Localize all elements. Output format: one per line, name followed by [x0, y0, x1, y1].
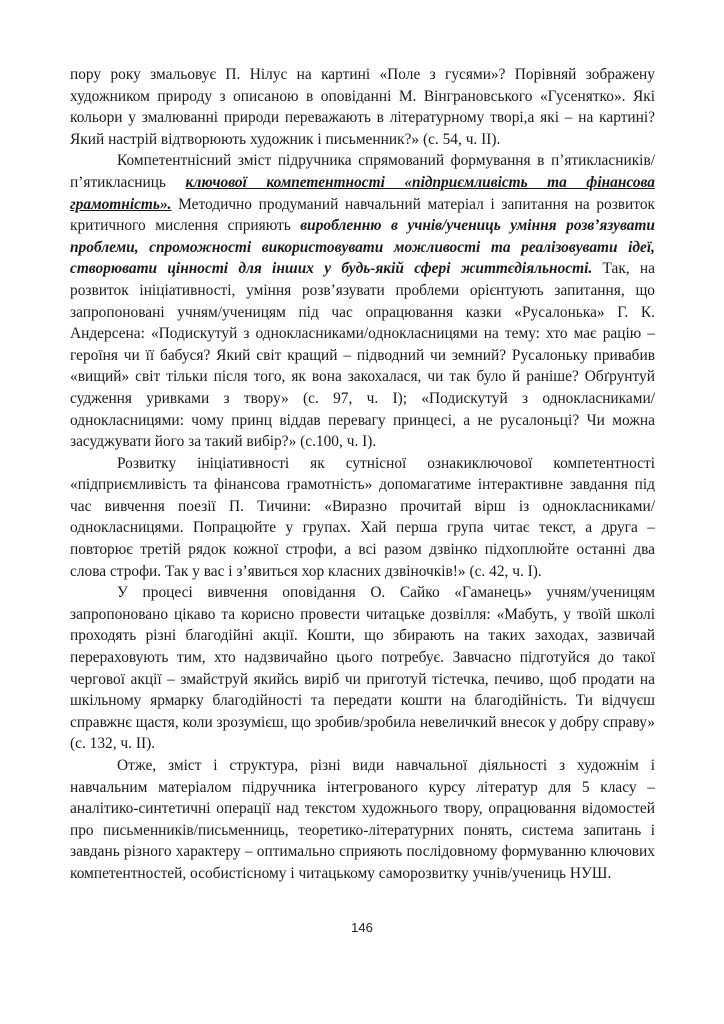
paragraph-2-text-b: Методично продуманий навчальний матеріал і запитання на розвиток критичного мислення сприяють: [70, 195, 655, 235]
paragraph-2-text-c: Так, на розвиток ініціативності, уміння розв’язувати проблеми орієнтують запитання, що запропоновані учням/ученицям під час опрацювання казки «Русалонька» Г. К. Андерсена: «Подискутуй з однокласниками/однокласницями на тему: хто має рацію – героїня чи її бабуся? Який світ кращий – підводний чи земний? Русалоньку привабив «вищий» світ тільки після того, як вона закохалася, чи так було й раніше? Обґрунтуй судження уривками з твору» (с. 97, ч. І); «Подискутуй з однокласниками/однокласницями: чому принц віддав перевагу принцесі, а не русалоньці? Чи можна засуджувати його за такий вибір?» (с.100, ч. І).: [70, 260, 655, 451]
paragraph-5: [70, 755, 655, 885]
skills-emphasis: виробленню в учнів/учениць уміння розв’язувати проблеми, спроможності використовувати можливості та реалізовувати ідеї, створювати цінності для інших у будь-якій сфері життєдіяльності.: [70, 217, 655, 278]
paragraph-5-text: Отже, зміст і структура, різні види навчальної діяльності з художнім і навчальним матеріалом підручника інтегрованого курсу літератур для 5 класу – аналітико-синтетичні операції над текстом художнього твору, опрацювання відомостей про письменників/письменниць, теоретико-літературних понять, система запитань і завдань різного характеру – оптимально сприяють послідовному формуванню ключових компетентностей, особистісному і читацькому саморозвитку учнів/учениць НУШ.: [70, 757, 655, 882]
paragraph-2: [70, 150, 655, 452]
paragraph-2-text-a: Компетентнісний зміст підручника спрямований формування в п’ятикласників/п’ятикласниць: [70, 152, 655, 191]
paragraph-4: [70, 582, 655, 755]
paragraph-1-text: пору року змальовує П. Нілус на картині «Поле з гусями»? Порівняй зображену художником природу з описаною в оповіданні М. Вінграновського «Гусенятко». Які кольори у змалюванні природи переважають в літературному творі,а які – на картині? Який настрій відтворюють художник і письменник?» (с. 54, ч. ІІ).: [70, 66, 655, 148]
paragraph-3-text: Розвитку ініціативності як сутнісної ознакиключової компетентності «підприємливість та фінансова грамотність» допомагатиме інтерактивне завдання під час вивчення поезії П. Тичини: «Виразно прочитай вірш із однокласниками/однокласницями. Попрацюйте у групах. Хай перша група читає текст, а друга – повторює третій рядок кожної строфи, а всі разом дзвінко підхоплюйте останні два слова строфи. Так у вас і з’явиться хор класних дзвіночків!» (с. 42, ч. І).: [70, 454, 655, 580]
key-competence-emphasis: ключової компетентності «підприємливість та фінансова грамотність».: [70, 173, 655, 213]
page-number: 146: [351, 920, 373, 935]
paragraph-3: [70, 453, 655, 583]
body-text: [70, 64, 655, 885]
paragraph-1: [70, 64, 655, 150]
paragraph-4-text: У процесі вивчення оповідання О. Сайко «Гаманець» учням/ученицям запропоновано цікаво та корисно провести читацьке дозвілля: «Мабуть, у твоїй школі проходять різні благодійні акції. Кошти, що збирають на таких заходах, зазвичай перераховують тим, хто надзвичайно цього потребує. Завчасно підготуйся до такої чергової акції – змайструй якийсь виріб чи приготуй тістечка, печиво, щоб продати на шкільному ярмарку благодійності та передати кошти на благодійність. Ти відчуєш справжнє щастя, коли зрозумієш, що зробив/зробила невеличкий внесок у добру справу» (с. 132, ч. ІІ).: [70, 584, 655, 753]
